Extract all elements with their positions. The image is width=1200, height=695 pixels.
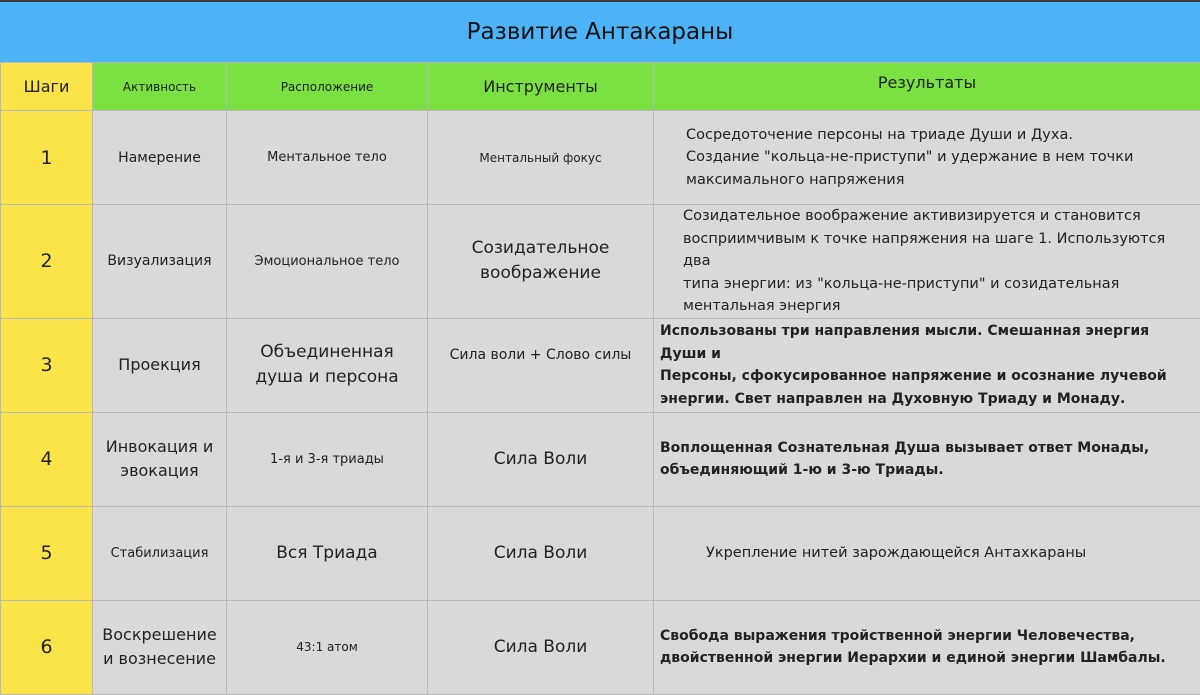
page-title-text: Развитие Антакараны <box>467 19 734 45</box>
header-tools: Инструменты <box>428 63 654 111</box>
activity-cell: Проекция <box>93 318 227 412</box>
result-line: Воплощенная Сознательная Душа вызывает ответ Монады, <box>660 437 1196 460</box>
result-line: Персоны, сфокусированное напряжение и осознание лучевой <box>660 365 1196 388</box>
tools-cell: Сила Воли <box>428 600 654 694</box>
tools-cell: Сила Воли <box>428 412 654 506</box>
header-activity: Активность <box>93 63 227 111</box>
activity-cell: Намерение <box>93 111 227 205</box>
step-number: 4 <box>1 412 93 506</box>
activity-cell: Стабилизация <box>93 506 227 600</box>
tools-cell: Ментальный фокус <box>428 111 654 205</box>
table-row <box>1 506 1200 600</box>
step-number: 2 <box>1 205 93 319</box>
result-line: Созидательное воображение активизируется и становится <box>683 205 1196 228</box>
result-line: ментальная энергия <box>683 295 1196 318</box>
page-title <box>0 0 1200 62</box>
result-line: двойственной энергии Иерархии и единой энергии Шамбалы. <box>660 647 1196 670</box>
table-row <box>1 111 1200 205</box>
result-line: Использованы три направления мысли. Смешанная энергия Души и <box>660 320 1196 365</box>
results-cell <box>654 205 1200 319</box>
table-row <box>1 412 1200 506</box>
results-cell <box>654 412 1200 506</box>
header-location: Расположение <box>227 63 428 111</box>
result-line: объединяющий 1-ю и 3-ю Триады. <box>660 459 1196 482</box>
step-number: 6 <box>1 600 93 694</box>
activity-cell: Инвокация и эвокация <box>93 412 227 506</box>
location-cell: Объединенная душа и персона <box>227 318 428 412</box>
result-line: Укрепление нитей зарождающейся Антахкараны <box>706 542 1196 565</box>
location-cell: Вся Триада <box>227 506 428 600</box>
result-line: Сосредоточение персоны на триаде Души и Духа. <box>686 124 1196 147</box>
table-row <box>1 600 1200 694</box>
tools-cell: Созидательное воображение <box>428 205 654 319</box>
antakarana-table <box>0 62 1200 695</box>
location-cell: 43:1 атом <box>227 600 428 694</box>
step-number: 1 <box>1 111 93 205</box>
location-cell: 1-я и 3-я триады <box>227 412 428 506</box>
result-line: типа энергии: из "кольца-не-приступи" и созидательная <box>683 273 1196 296</box>
results-cell <box>654 111 1200 205</box>
table-row <box>1 318 1200 412</box>
step-number: 3 <box>1 318 93 412</box>
result-line: энергии. Свет направлен на Духовную Триаду и Монаду. <box>660 388 1196 411</box>
table-row <box>1 205 1200 319</box>
location-cell: Ментальное тело <box>227 111 428 205</box>
results-cell <box>654 506 1200 600</box>
step-number: 5 <box>1 506 93 600</box>
location-cell: Эмоциональное тело <box>227 205 428 319</box>
activity-cell: Воскрешение и вознесение <box>93 600 227 694</box>
result-line: восприимчивым к точке напряжения на шаге 1. Используются два <box>683 228 1196 273</box>
results-cell <box>654 318 1200 412</box>
results-cell <box>654 600 1200 694</box>
result-line: максимального напряжения <box>686 169 1196 192</box>
result-line: Создание "кольца-не-приступи" и удержание в нем точки <box>686 146 1196 169</box>
table-header-row <box>1 63 1200 111</box>
activity-cell: Визуализация <box>93 205 227 319</box>
tools-cell: Сила воли + Слово силы <box>428 318 654 412</box>
tools-cell: Сила Воли <box>428 506 654 600</box>
result-line: Свобода выражения тройственной энергии Человечества, <box>660 625 1196 648</box>
header-results: Результаты <box>654 63 1200 111</box>
header-step: Шаги <box>1 63 93 111</box>
